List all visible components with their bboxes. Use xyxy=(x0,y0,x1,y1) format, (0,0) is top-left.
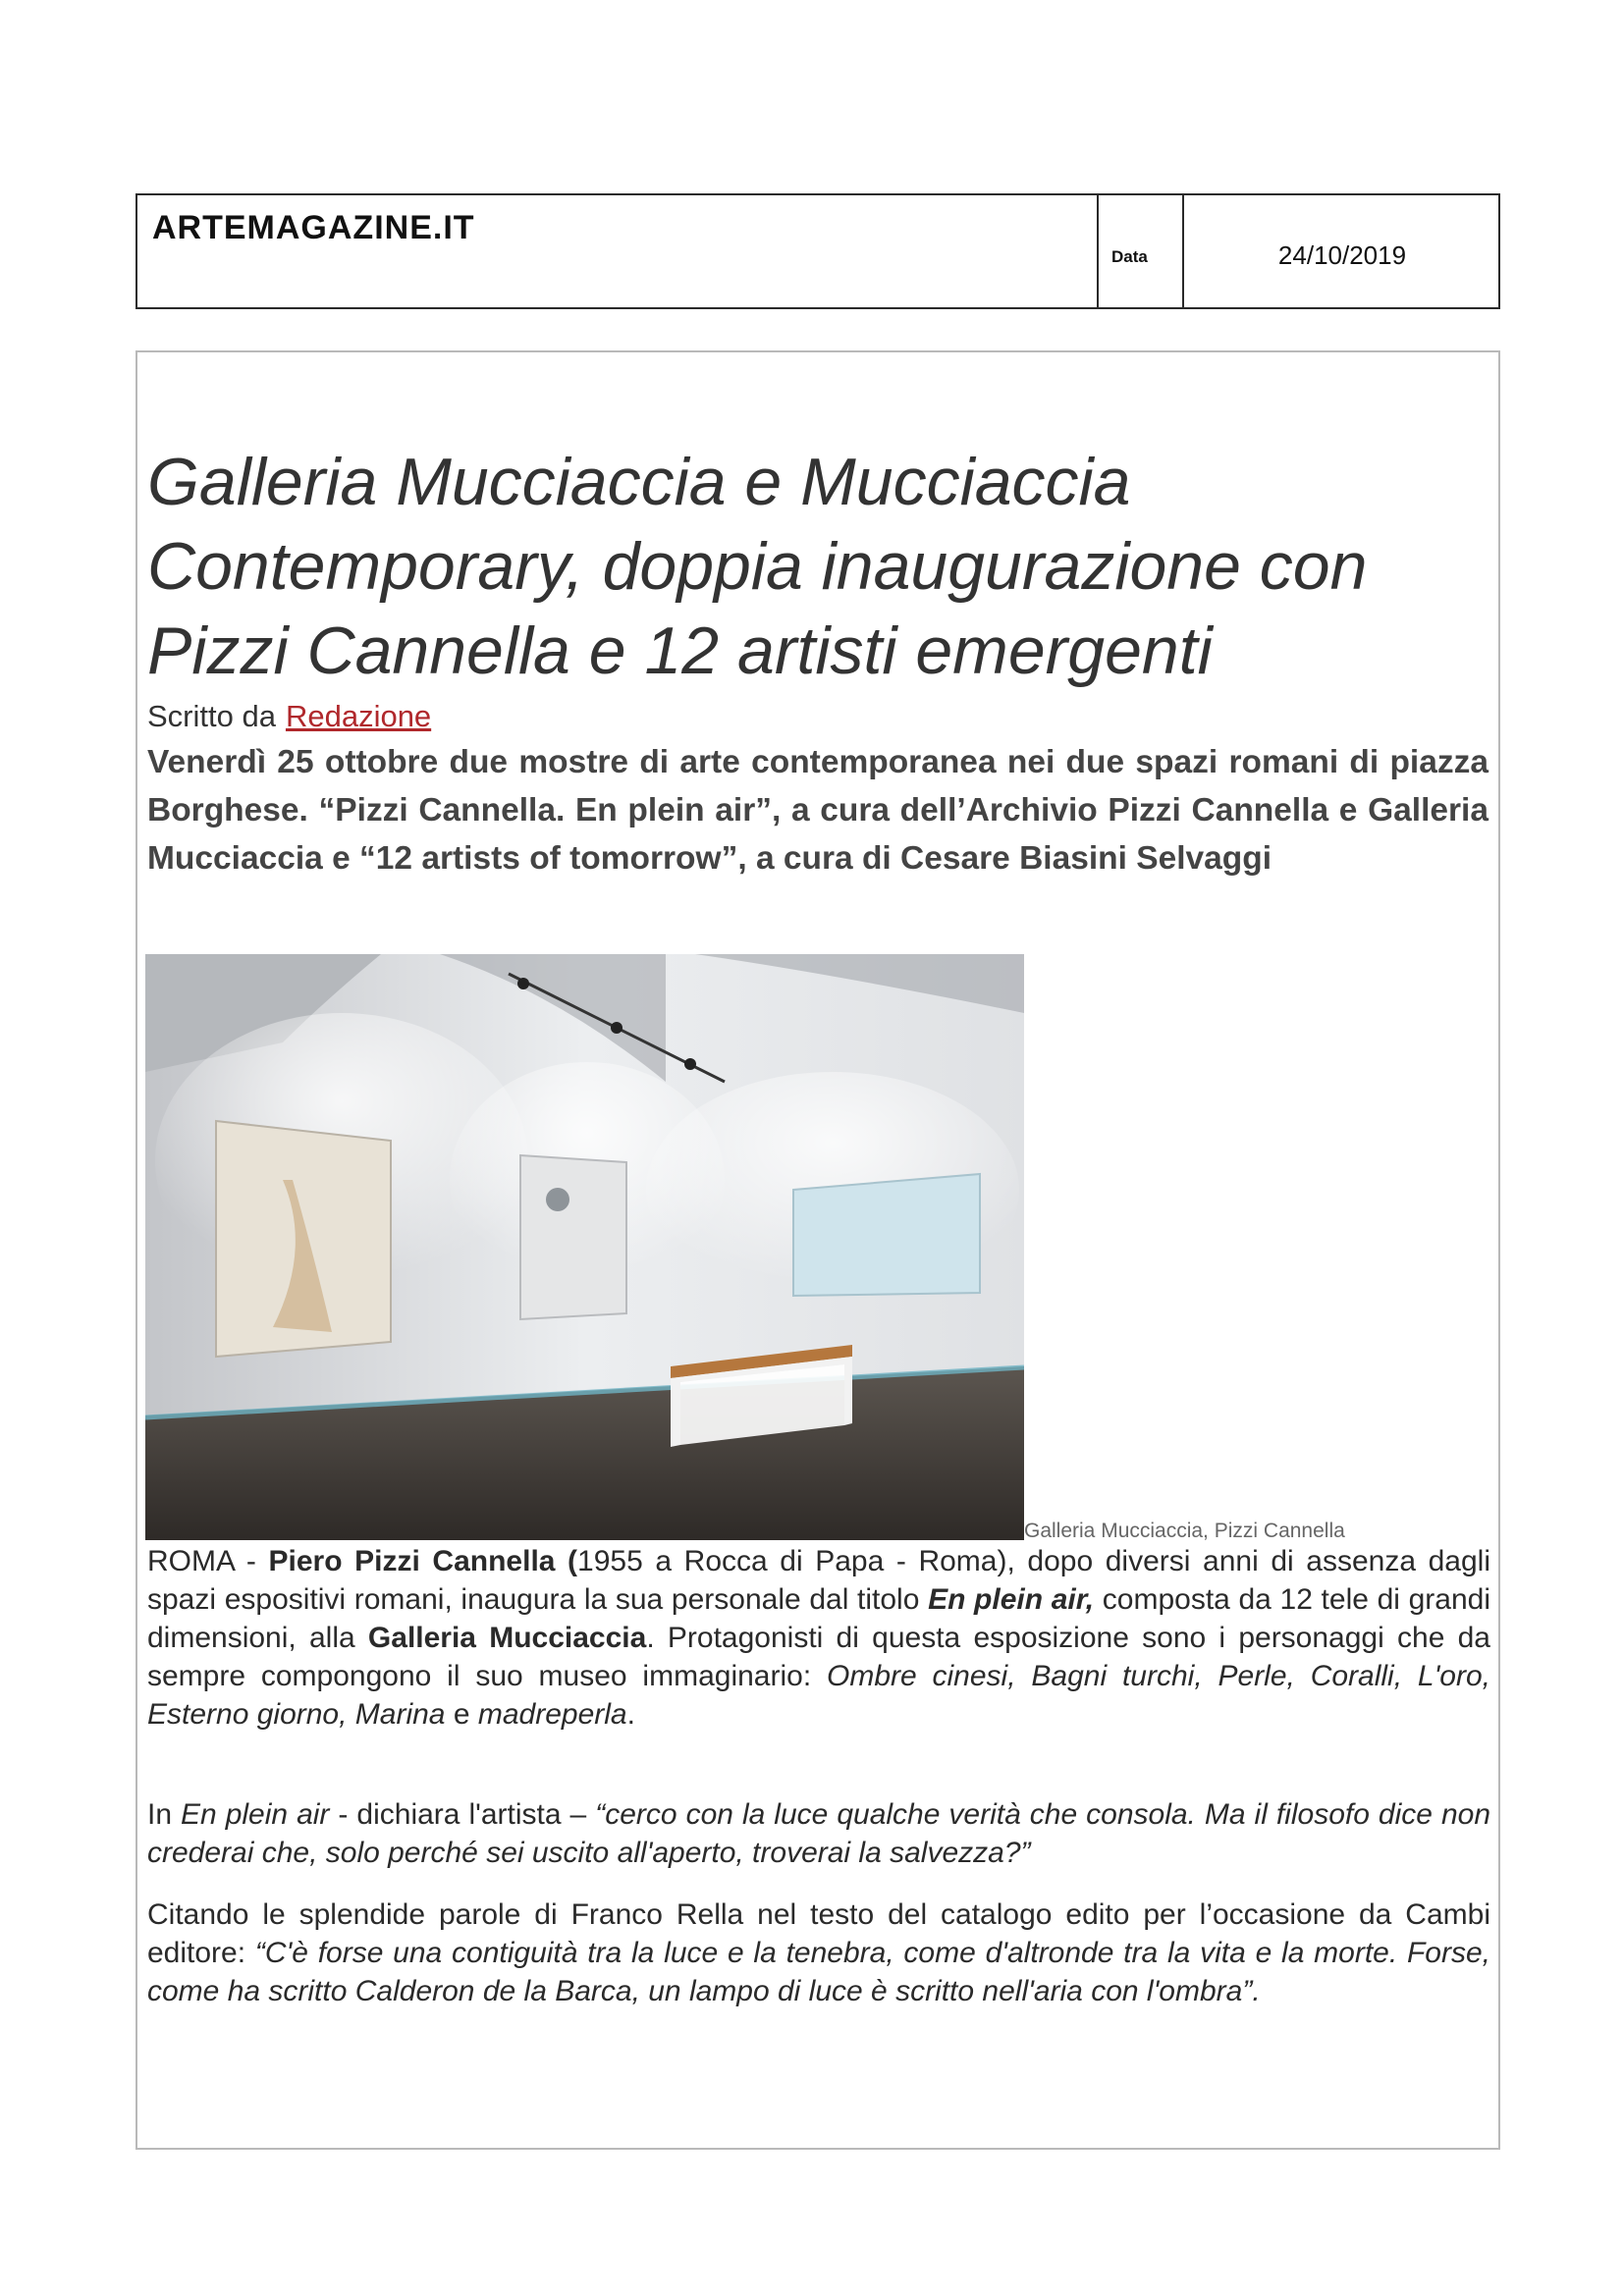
text-run: e xyxy=(445,1698,478,1731)
article-lead: Venerdì 25 ottobre due mostre di arte contemporanea nei due spazi romani di piazza Borghese. “Pizzi Cannella. En plein air”, a cura dell’Archivio Pizzi Cannella e Galleria Mucciaccia e “12 artists of tomorrow”, a cura di Cesare Biasini Selvaggi xyxy=(147,744,1489,877)
byline-label: Scritto da xyxy=(147,699,276,733)
byline xyxy=(147,699,431,734)
text-run: En plein air xyxy=(181,1798,330,1831)
text-run: . xyxy=(626,1698,635,1731)
publication-name: ARTEMAGAZINE.IT xyxy=(152,209,475,246)
text-run: Galleria Mucciaccia xyxy=(367,1622,647,1654)
text-run: composta da 12 tele di grandi dimensioni, alla xyxy=(147,1583,1490,1654)
text-run: Ombre cinesi, Bagni turchi, Perle, Coralli, L'oro, Esterno giorno, Marina xyxy=(147,1660,1490,1731)
text-run: 1955 a Rocca di Papa - Roma), dopo diversi anni di assenza dagli spazi espositivi romani, inaugura la sua personale dal titolo xyxy=(147,1545,1490,1616)
header-table xyxy=(135,193,1500,309)
header-divider xyxy=(1097,195,1099,307)
article-title: Galleria Mucciaccia e Mucciaccia Contemporary, doppia inaugurazione con Pizzi Cannella e 12 artisti emergenti xyxy=(147,445,1368,688)
text-run: Citando le splendide parole di Franco Rella nel testo del catalogo edito per l’occasione da Cambi editore: xyxy=(147,1898,1490,1969)
text-run: “cerco con la luce qualche verità che consola. Ma il filosofo dice non crederai che, solo perché sei uscito all'aperto, troverai la salvezza?” xyxy=(147,1798,1491,1869)
text-run: En plein air, xyxy=(928,1583,1095,1616)
photo-caption: Galleria Mucciaccia, Pizzi Cannella xyxy=(1024,1520,1345,1542)
body-paragraph xyxy=(147,1542,1490,1734)
body-paragraph xyxy=(147,1795,1490,1872)
text-run: “C'è forse una contiguità tra la luce e la tenebra, come d'altronde tra la vita e la morte. Forse, come ha scritto Calderon de la Barca, un lampo di luce è scritto nell'aria con l'ombra”. xyxy=(147,1937,1490,2007)
author-link[interactable]: Redazione xyxy=(285,699,432,733)
gallery-photo xyxy=(145,954,1024,1540)
date-value: 24/10/2019 xyxy=(1277,240,1407,270)
text-run: . Protagonisti di questa esposizione sono i personaggi che da sempre compongono il suo museo immaginario: xyxy=(147,1622,1490,1692)
body-paragraph xyxy=(147,1896,1490,2010)
text-run: Piero Pizzi Cannella ( xyxy=(268,1545,578,1577)
text-run: - dichiara l'artista – xyxy=(329,1798,596,1831)
date-label: Data xyxy=(1111,247,1148,266)
text-run: In xyxy=(147,1798,182,1831)
text-run: madreperla xyxy=(477,1698,627,1731)
text-run: ROMA - xyxy=(147,1545,269,1577)
